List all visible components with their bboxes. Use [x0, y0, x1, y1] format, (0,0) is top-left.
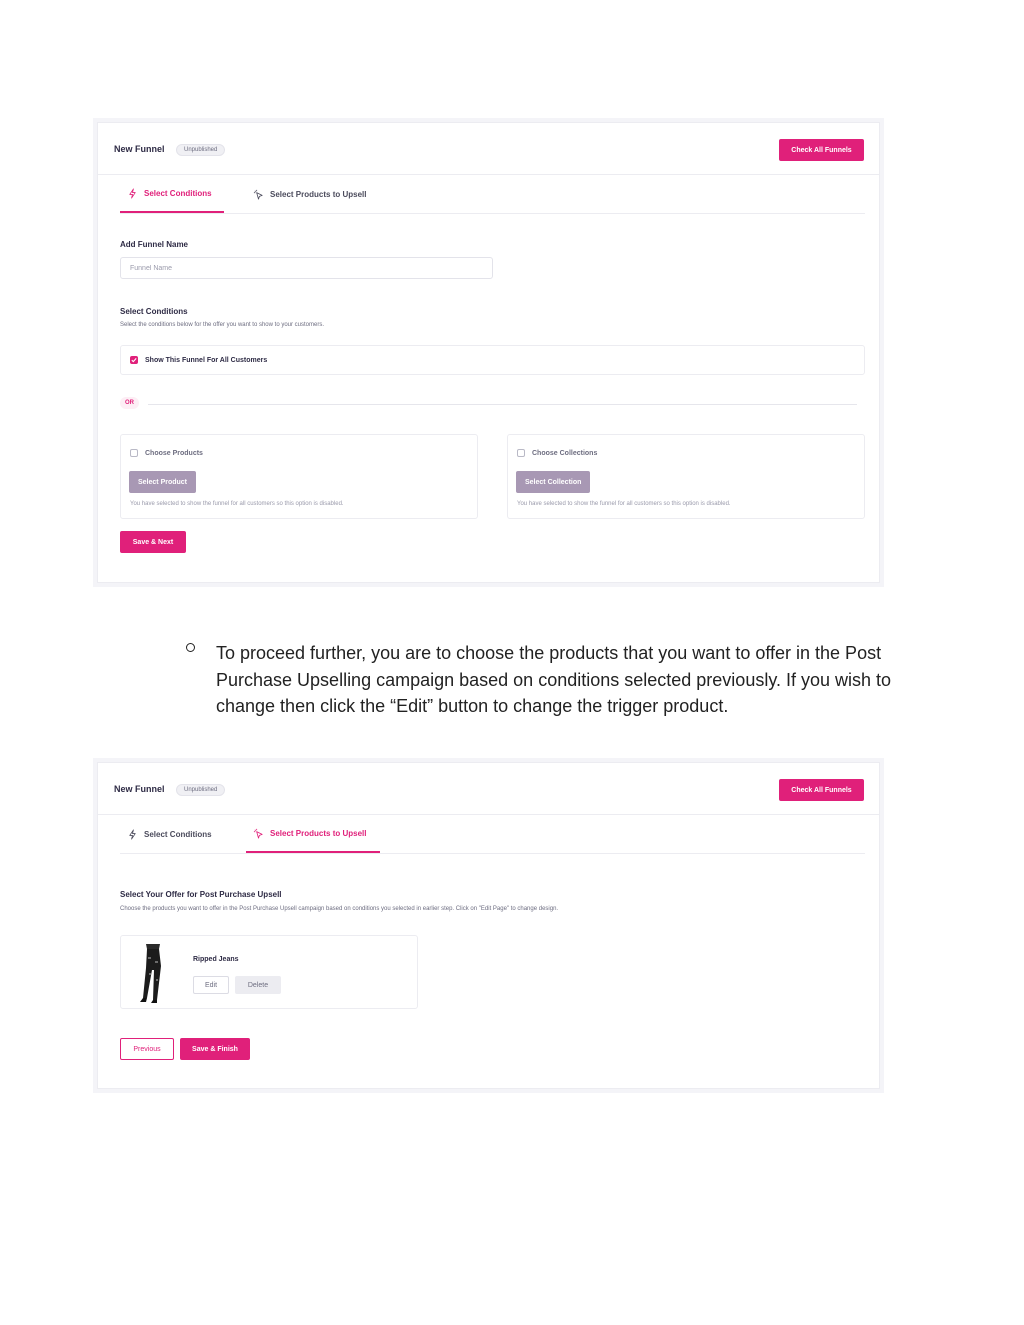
check-all-funnels-button[interactable]: Check All Funnels [779, 139, 864, 161]
pointer-click-icon [253, 828, 264, 839]
page-title: New Funnel [114, 784, 165, 794]
conditions-heading: Select Conditions [120, 307, 188, 316]
funnel-conditions-panel [97, 122, 880, 583]
lightning-icon [127, 829, 138, 840]
bullet-circle-icon [186, 643, 195, 652]
page-title: New Funnel [114, 144, 165, 154]
product-name: Ripped Jeans [193, 956, 239, 963]
panel-header [98, 123, 879, 175]
save-next-button[interactable]: Save & Next [120, 531, 186, 553]
jeans-image [133, 942, 173, 1004]
tab-label: Select Conditions [144, 188, 212, 198]
check-icon [130, 356, 138, 364]
funnel-products-panel [97, 762, 880, 1089]
divider-line [148, 404, 857, 405]
tab-select-products[interactable] [246, 175, 386, 213]
all-customers-label: Show This Funnel For All Customers [145, 356, 268, 364]
all-customers-option[interactable] [120, 345, 865, 375]
panel-header [98, 763, 879, 815]
status-badge: Unpublished [176, 784, 225, 796]
conditions-description: Select the conditions below for the offer you want to show to your customers. [120, 322, 324, 328]
check-all-funnels-button[interactable]: Check All Funnels [779, 779, 864, 801]
tab-label: Select Conditions [144, 829, 212, 839]
delete-button[interactable]: Delete [235, 976, 281, 994]
save-finish-button[interactable]: Save & Finish [180, 1038, 250, 1060]
tab-select-products[interactable] [246, 815, 380, 853]
choose-collections-checkbox[interactable] [517, 449, 525, 457]
tab-select-conditions[interactable] [120, 175, 224, 213]
select-collection-button[interactable]: Select Collection [516, 471, 590, 493]
funnel-name-label: Add Funnel Name [120, 240, 189, 249]
choose-products-card [120, 434, 478, 519]
choose-collections-label: Choose Collections [532, 449, 598, 457]
product-card [120, 935, 418, 1009]
choose-products-label: Choose Products [145, 449, 203, 457]
instruction-text: To proceed further, you are to choose the products that you want to offer in the Post Purchase Upselling campaign based on conditions selected previously. If you wish to change then click the “Edit” button to change the trigger product. [216, 643, 892, 716]
offer-heading: Select Your Offer for Post Purchase Upsell [120, 890, 282, 899]
disabled-note: You have selected to show the funnel for all customers so this option is disabled. [130, 501, 344, 507]
offer-description: Choose the products you want to offer in the Post Purchase Upsell campaign based on conditions you selected in earlier step. Click on "Edit Page" to change design. [120, 906, 559, 912]
tab-select-conditions[interactable] [120, 815, 224, 853]
all-customers-checkbox[interactable] [130, 356, 138, 364]
edit-button[interactable]: Edit [193, 976, 229, 994]
tab-bar [120, 175, 865, 214]
or-divider-badge: OR [120, 397, 139, 409]
disabled-note: You have selected to show the funnel for all customers so this option is disabled. [517, 501, 731, 507]
tab-bar [120, 815, 865, 854]
status-badge: Unpublished [176, 144, 225, 156]
lightning-icon [127, 188, 138, 199]
select-product-button[interactable]: Select Product [129, 471, 196, 493]
funnel-name-input[interactable] [120, 257, 493, 279]
pointer-click-icon [253, 189, 264, 200]
tab-label: Select Products to Upsell [270, 189, 367, 199]
previous-button[interactable]: Previous [120, 1038, 174, 1060]
choose-collections-card [507, 434, 865, 519]
choose-products-checkbox[interactable] [130, 449, 138, 457]
tab-label: Select Products to Upsell [270, 828, 367, 838]
